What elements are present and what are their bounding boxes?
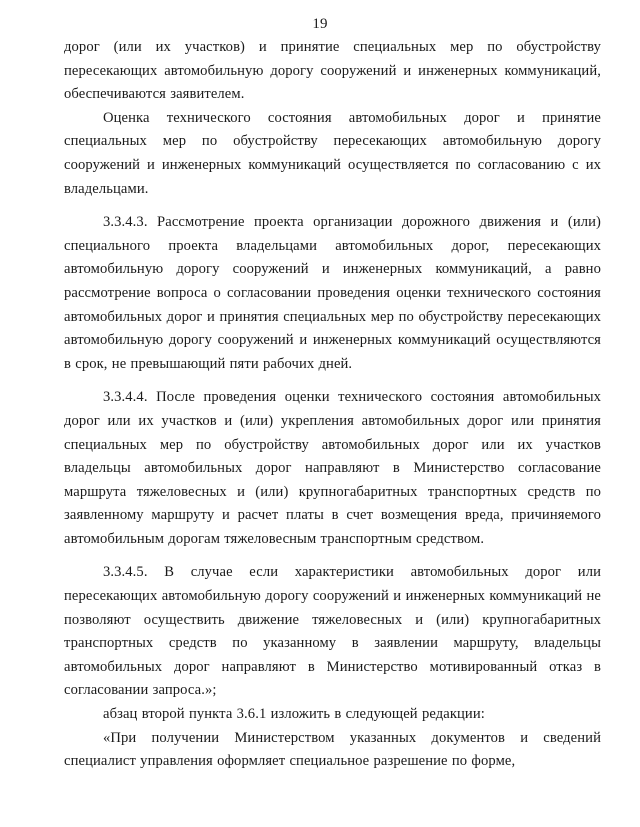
page-number: 19: [312, 16, 328, 32]
paragraph-new-wording: «При получении Министерством указанных документов и сведений специалист управления оформляет специальное разрешение по форме,: [64, 729, 601, 770]
paragraph-amendment-3-6-1: абзац второй пункта 3.6.1 изложить в следующей редакции:: [103, 706, 485, 723]
paragraph-3-3-4-3: 3.3.4.3. Рассмотрение проекта организации дорожного движения и (или) специального проекта владельцами автомобильных дорог, пересекающих автомобильную дорогу сооружений и инженерных коммуникаций, а равно рассмотрение вопроса о согласовании проведения оценки технического состояния автомобильных дорог и принятия специальных мер по обустройству пересекающих автомобильную дорогу сооружений и инженерных коммуникаций осуществляются в срок, не превышающий пяти рабочих дней.: [64, 214, 601, 372]
paragraph-3-3-4-5: 3.3.4.5. В случае если характеристики автомобильных дорог или пересекающих автомобильную дорогу сооружений и инженерных коммуникаций не позволяют осуществить движение тяжеловесных и (или) крупногабаритных транспортных средств по указанному в заявлении маршруту, владельцы автомобильных дорог направляют в Министерство мотивированный отказ в согласовании запроса.»;: [64, 564, 601, 699]
paragraph-assessment: Оценка технического состояния автомобильных дорог и принятие специальных мер по обустройству пересекающих автомобильную дорогу сооружений и инженерных коммуникаций осуществляется по согласованию с их владельцами.: [64, 109, 601, 197]
paragraph-continuation: дорог (или их участков) и принятие специальных мер по обустройству пересекающих автомобильную дорогу сооружений и инженерных коммуникаций, обеспечиваются заявителем.: [64, 39, 601, 103]
paragraph-3-3-4-4: 3.3.4.4. После проведения оценки технического состояния автомобильных дорог или их участков и (или) укрепления автомобильных дорог или принятия специальных мер по обустройству автомобильных дорог или их участков владельцы автомобильных дорог направляют в Министерство согласование маршрута тяжеловесных и (или) крупногабаритных транспортных средств по заявленному маршруту и расчет платы в счет возмещения вреда, причиняемого автомобильным дорогам тяжеловесным транспортным средством.: [64, 389, 601, 547]
document-body: [64, 36, 601, 774]
